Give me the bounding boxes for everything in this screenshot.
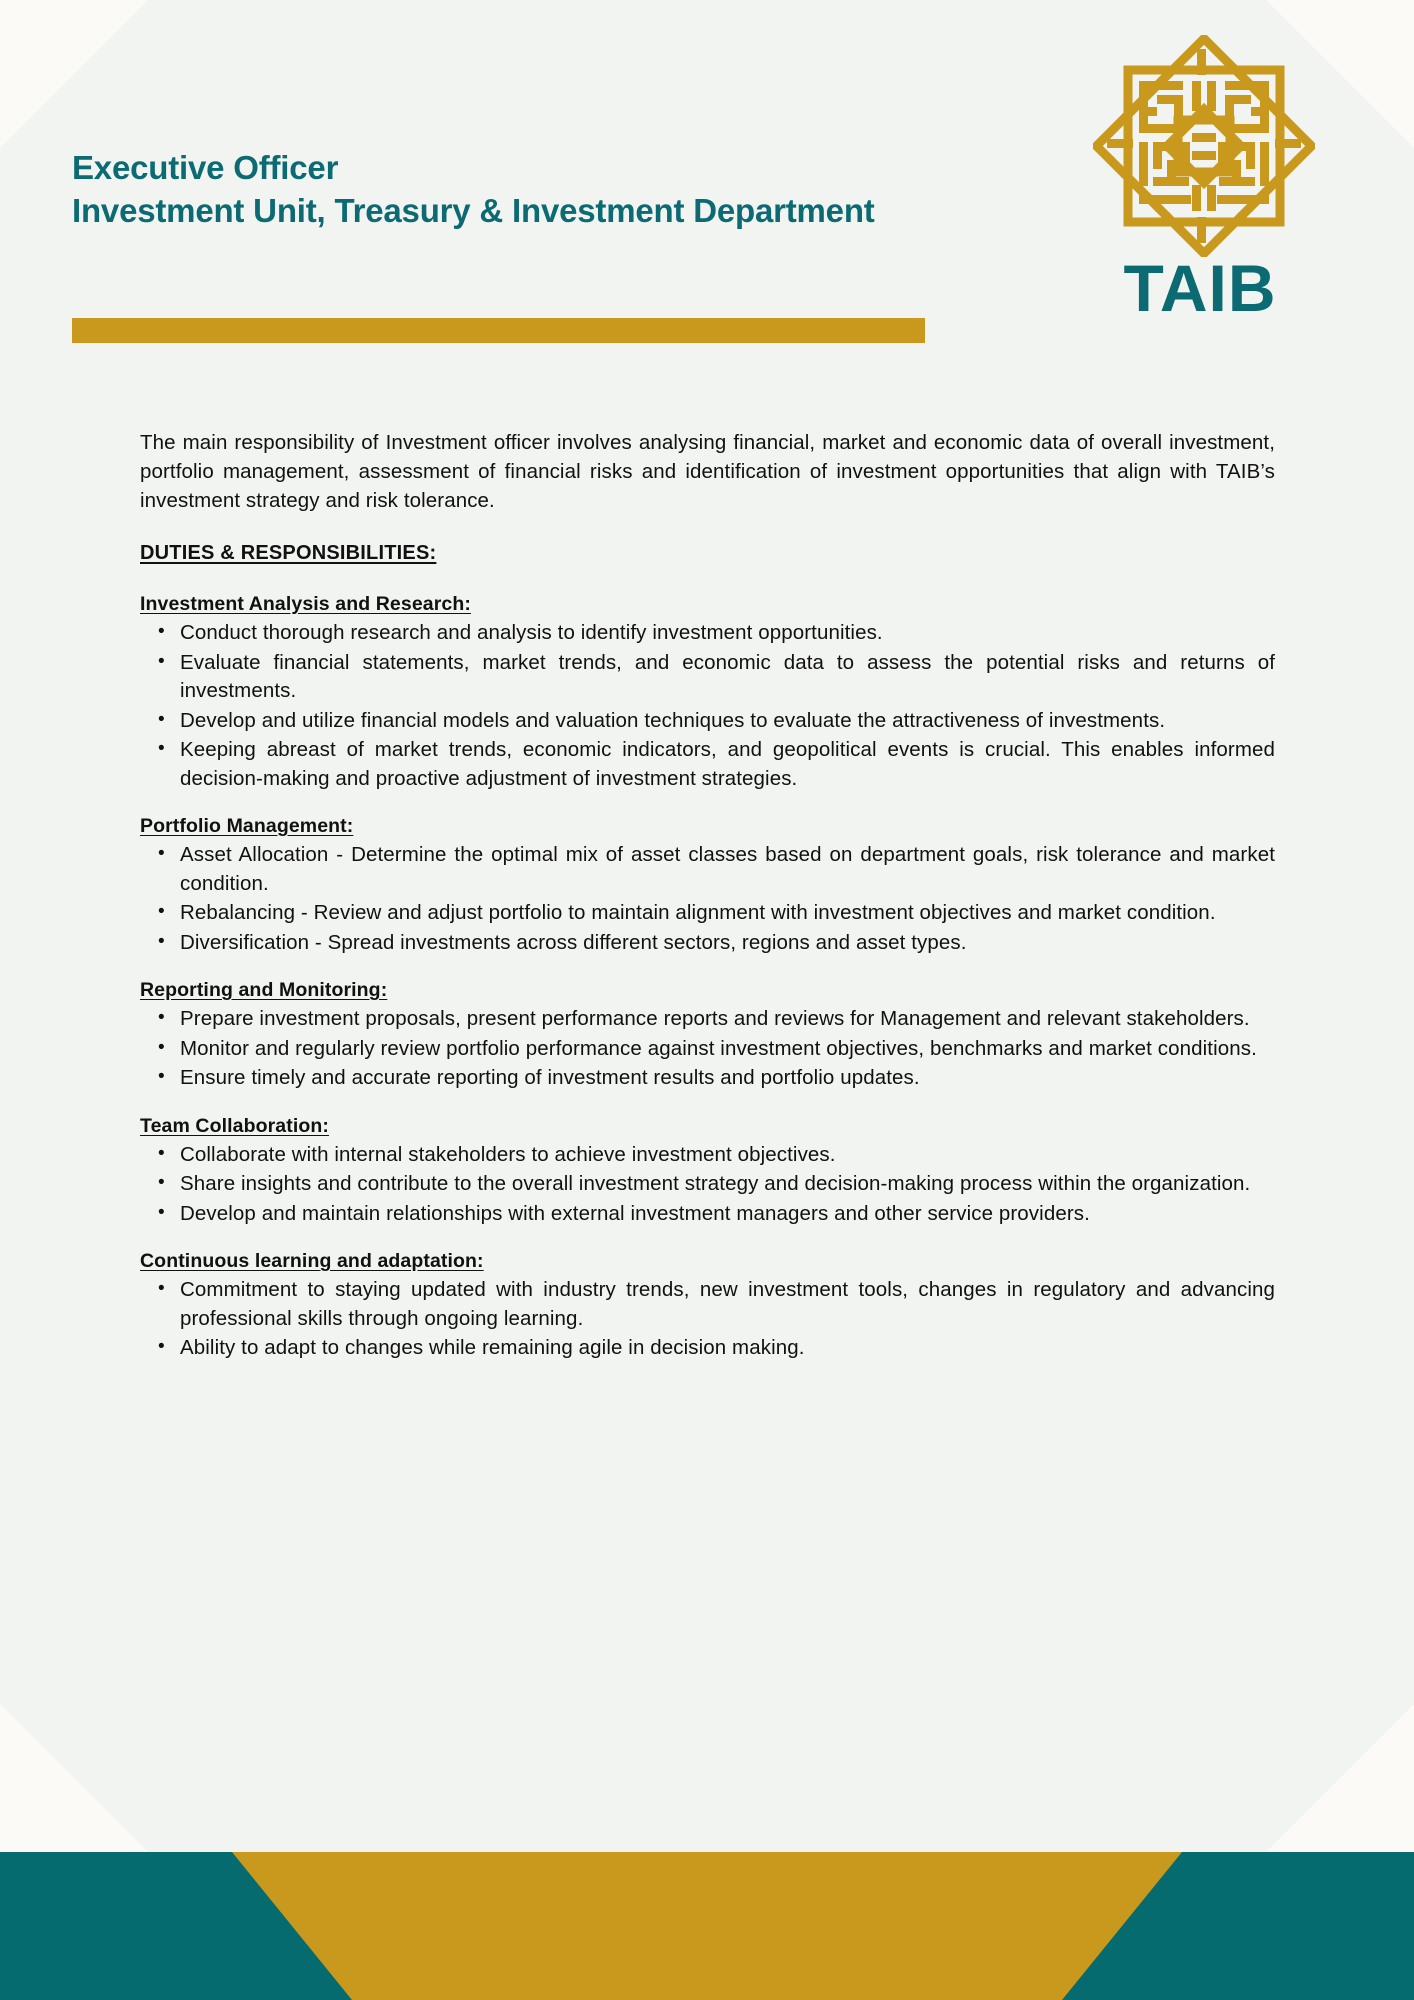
intro-paragraph: The main responsibility of Investment officer involves analysing financial, market and economic data of overall investment, portfolio management, assessment of financial risks and identification of investment opportunities that align with TAIB’s investment strategy and risk tolerance. [140, 431, 1275, 512]
duties-bullet-item: • Evaluate financial statements, market trends, and economic data to assess the potential risks and returns of investments. [140, 649, 1275, 706]
duties-bullet-item: • Commitment to staying updated with industry trends, new investment tools, changes in regulatory and advancing professional skills through ongoing learning. [140, 1276, 1275, 1333]
duties-bullet-item: • Develop and utilize financial models and valuation techniques to evaluate the attractiveness of investments. [140, 707, 1275, 736]
duties-section-heading: Continuous learning and adaptation: [140, 1250, 484, 1272]
duties-bullet-item: • Diversification - Spread investments across different sectors, regions and asset types. [140, 929, 1275, 958]
duties-bullet-list [140, 1005, 1275, 1093]
duties-bullet-item: • Keeping abreast of market trends, economic indicators, and geopolitical events is crucial. This enables informed decision-making and proactive adjustment of investment strategies. [140, 736, 1275, 793]
duties-sections [140, 593, 1275, 1363]
duties-bullet-item: • Rebalancing - Review and adjust portfolio to maintain alignment with investment objectives and market condition. [140, 899, 1275, 928]
duties-section-heading: Team Collaboration: [140, 1114, 329, 1137]
duties-bullet-list [140, 1276, 1275, 1363]
duties-bullet-list [140, 1141, 1275, 1229]
duties-section [140, 593, 1275, 793]
page-title-line-1: Executive Officer [72, 149, 339, 186]
duties-section [140, 815, 1275, 957]
duties-section-heading: Portfolio Management: [140, 815, 354, 837]
duties-section-heading: Investment Analysis and Research: [140, 593, 471, 615]
page-header [0, 0, 1414, 370]
duties-bullet-item: • Ensure timely and accurate reporting of investment results and portfolio updates. [140, 1064, 1275, 1093]
duties-section [140, 1250, 1275, 1363]
title-gold-divider [72, 318, 925, 343]
duties-section-heading: Reporting and Monitoring: [140, 979, 388, 1001]
duties-section [140, 1115, 1275, 1229]
page-title [72, 146, 875, 232]
duties-bullet-list [140, 841, 1275, 957]
duties-bullet-list [140, 619, 1275, 793]
duties-responsibilities-heading: DUTIES & RESPONSIBILITIES: [140, 542, 437, 564]
taib-logo [1085, 35, 1315, 325]
taib-wordmark: TAIB [1123, 251, 1277, 325]
duties-bullet-item: • Asset Allocation - Determine the optimal mix of asset classes based on department goals, risk tolerance and market condition. [140, 841, 1275, 898]
duties-bullet-item: • Conduct thorough research and analysis to identify investment opportunities. [140, 619, 1275, 648]
duties-bullet-item: • Monitor and regularly review portfolio performance against investment objectives, benchmarks and market conditions. [140, 1035, 1275, 1064]
duties-bullet-item: • Develop and maintain relationships with external investment managers and other service providers. [140, 1200, 1275, 1229]
page-title-line-2: Investment Unit, Treasury & Investment Department [72, 192, 875, 229]
taib-kufic-star-emblem-icon [1093, 35, 1315, 257]
duties-bullet-item: • Share insights and contribute to the overall investment strategy and decision-making process within the organization. [140, 1170, 1275, 1199]
duties-bullet-item: • Prepare investment proposals, present performance reports and reviews for Management and relevant stakeholders. [140, 1005, 1275, 1034]
job-description-content [140, 428, 1275, 1364]
duties-section [140, 979, 1275, 1093]
duties-bullet-item: • Ability to adapt to changes while remaining agile in decision making. [140, 1334, 1275, 1363]
duties-bullet-item: • Collaborate with internal stakeholders to achieve investment objectives. [140, 1141, 1275, 1170]
